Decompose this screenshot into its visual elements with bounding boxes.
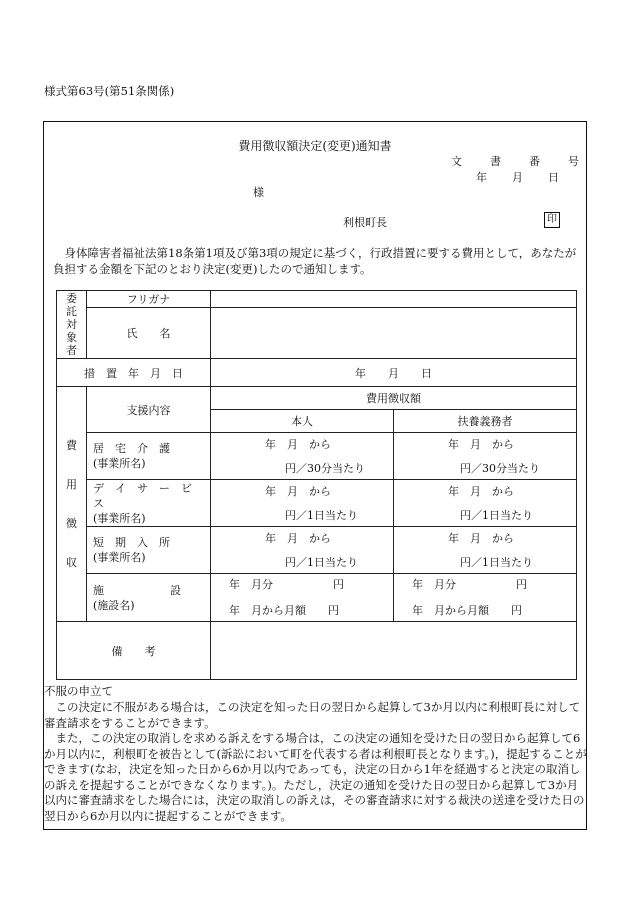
facility-line-2 xyxy=(394,603,576,618)
issuer-name: 利根町長 xyxy=(343,216,387,229)
service-name: 居 宅 介 護 xyxy=(93,442,170,455)
appeal-title: 不服の申立て xyxy=(44,684,113,698)
fee-from: 年 月 から xyxy=(448,437,514,451)
notice-body-text: 身体障害者福祉法第18条第1項及び第3項の規定に基づく，行政措置に要する費用として，あなたが負担する金額を下記のとおり決定(変更)したので通知します。 xyxy=(53,246,577,276)
doc-no-char: 番 xyxy=(529,155,540,168)
doc-no-char: 書 xyxy=(490,155,501,168)
form-number-label: 様式第63号(第51条関係) xyxy=(44,84,175,98)
person-header: 本人 xyxy=(211,410,394,433)
service-label-home-care xyxy=(87,433,211,480)
fee-vertical-header xyxy=(57,387,87,622)
fee-vertical-char: 用 xyxy=(66,478,77,491)
subject-header-char: 委 xyxy=(66,292,77,305)
facility-yen: 円 xyxy=(511,604,522,617)
notice-title: 費用徴収額決定(変更)通知書 xyxy=(238,139,392,153)
fee-vertical-char: 徴 xyxy=(66,517,77,530)
service-sub: (事業所名) xyxy=(93,457,146,470)
remarks-field[interactable] xyxy=(211,622,577,680)
facility-monthly: 年 月から月額 xyxy=(412,604,489,617)
fee-from: 年 月 から xyxy=(265,437,331,451)
fee-unit: 円／1日当たり xyxy=(285,508,358,522)
seal-mark: 印 xyxy=(544,212,560,228)
remarks-label: 備 考 xyxy=(57,622,211,680)
person-fee-home-care xyxy=(211,433,394,480)
fee-amount-header: 費用徴収額 xyxy=(211,387,577,410)
facility-monthly: 年 月から月額 xyxy=(229,604,306,617)
facility-yen: 円 xyxy=(328,604,339,617)
fee-unit: 円／30分当たり xyxy=(460,461,540,475)
document-number-label xyxy=(451,153,579,169)
service-sub: (事業所名) xyxy=(93,551,146,564)
doc-no-char: 号 xyxy=(568,155,579,168)
facility-month: 年 月分 xyxy=(229,578,273,591)
year-label: 年 xyxy=(476,171,487,184)
service-sub: (施設名) xyxy=(93,598,135,612)
fee-vertical-char: 費 xyxy=(66,439,77,452)
subject-header-char: 象 xyxy=(66,331,77,344)
month-label: 月 xyxy=(512,171,523,184)
facility-line-1 xyxy=(211,577,393,592)
subject-header-char: 者 xyxy=(66,344,77,357)
fee-unit: 円／1日当たり xyxy=(460,508,533,522)
person-fee-facility xyxy=(211,574,394,622)
fee-from: 年 月 から xyxy=(448,531,514,545)
fee-vertical-char: 収 xyxy=(66,556,77,569)
support-content-header: 支援内容 xyxy=(87,387,211,433)
service-label-facility xyxy=(87,574,211,622)
service-label-short-stay xyxy=(87,527,211,574)
service-name: 短 期 入 所 xyxy=(93,536,170,549)
subject-header xyxy=(57,291,87,359)
measure-date-value: 年 月 日 xyxy=(211,359,577,387)
furigana-label: フリガナ xyxy=(87,291,211,308)
supporter-header: 扶養義務者 xyxy=(394,410,577,433)
furigana-field[interactable] xyxy=(211,291,577,308)
person-fee-day-service xyxy=(211,480,394,527)
appeal-paragraph-1: この決定に不服がある場合は，この決定を知った日の翌日から起算して3か月以内に利根町長に対して審査請求をすることができます。 xyxy=(44,700,581,730)
addressee-suffix: 様 xyxy=(253,186,264,199)
subject-header-char: 対 xyxy=(66,318,77,331)
day-label: 日 xyxy=(548,171,559,184)
fee-from: 年 月 から xyxy=(265,531,331,545)
facility-line-2 xyxy=(211,603,393,618)
facility-yen: 円 xyxy=(516,578,527,591)
name-field[interactable] xyxy=(211,308,577,359)
facility-line-1 xyxy=(394,577,576,592)
doc-no-char: 文 xyxy=(451,155,462,168)
measure-date-label: 措 置 年 月 日 xyxy=(57,359,211,387)
person-fee-short-stay xyxy=(211,527,394,574)
fee-unit: 円／1日当たり xyxy=(460,555,533,569)
appeal-paragraph-2: また，この決定の取消しを求める訴えをする場合は，この決定の通知を受けた日の翌日から起算して6か月以内に，利根町を被告として(訴訟において町を代表する者は利根町長となります。)，提起することができます(なお，決定を知った日から6か月以内であっても，決定の日から1年を経過すると決定の取消しの訴えを提起することができなくなります。)。ただし，決定の通知を受けた日の翌日から起算して3か月以内に審査請求をした場合には，決定の取消しの訴えは，その審査請求に対する裁決の送達を受けた日の翌日から6か月以内に提起することができます。 xyxy=(44,731,587,823)
issue-date-label xyxy=(476,169,559,185)
subject-header-char: 託 xyxy=(66,305,77,318)
fee-unit: 円／1日当たり xyxy=(285,555,358,569)
supporter-fee-facility xyxy=(394,574,577,622)
service-name: 施 設 xyxy=(93,583,181,597)
fee-table xyxy=(56,290,577,680)
supporter-fee-short-stay xyxy=(394,527,577,574)
supporter-fee-home-care xyxy=(394,433,577,480)
fee-unit: 円／30分当たり xyxy=(285,461,365,475)
facility-month: 年 月分 xyxy=(412,578,456,591)
service-label-day-service xyxy=(87,480,211,527)
service-sub: (事業所名) xyxy=(93,511,146,525)
supporter-fee-day-service xyxy=(394,480,577,527)
fee-from: 年 月 から xyxy=(448,484,514,498)
facility-yen: 円 xyxy=(333,578,344,591)
fee-from: 年 月 から xyxy=(265,484,331,498)
service-name: デ イ サ ー ビ ス xyxy=(93,481,203,510)
name-label: 氏 名 xyxy=(87,308,211,359)
